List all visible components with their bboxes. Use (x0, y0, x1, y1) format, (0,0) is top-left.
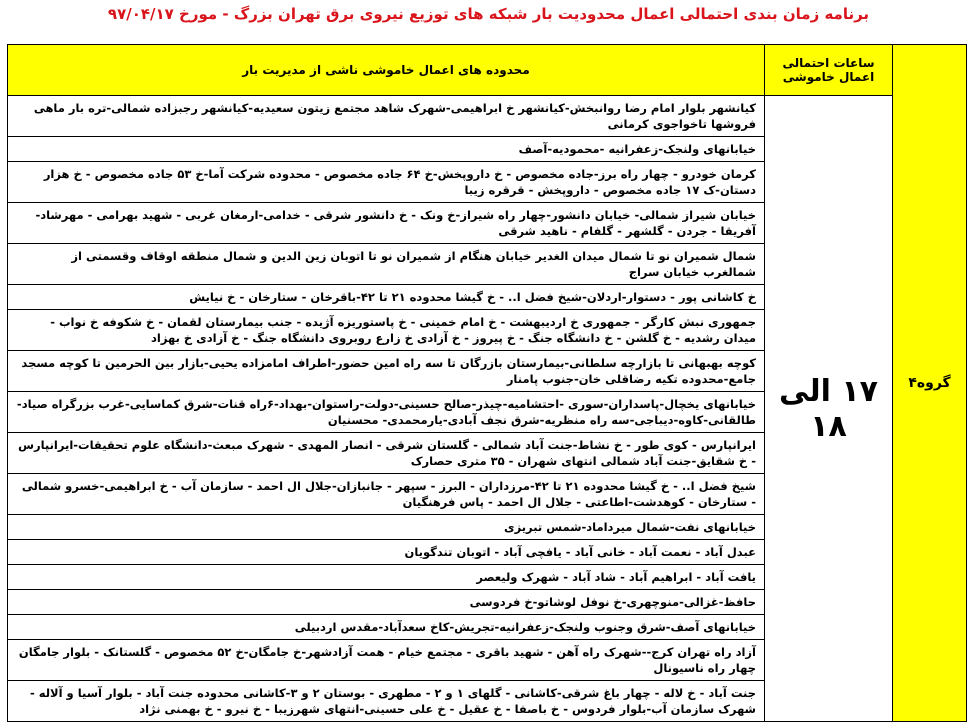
area-cell: خیابانهای نفت-شمال میرداماد-شمس تبریزی (8, 515, 765, 540)
area-cell: جنت آباد - خ لاله - چهار باغ شرقی-کاشانی - گلهای ۱ و ۲ - مطهری - بوستان ۲ و ۳-کاشانی محدوده جنت آباد - بلوار آسیا و آلاله - شهرک سازمان آب-بلوار فردوس - خ باصفا - خ عقیل - خ علی حسینی-انتهای شهرزیبا - خ نیرو - خ بهمنی نژاد (8, 681, 765, 722)
area-cell: خیابانهای یخچال-پاسداران-سوری -احتشامیه-چیذر-صالح حسینی-دولت-راستوان-بهداد-۶راه قنات-شرق کماسایی-غرب بزرگراه صیاد-طالقانی-کاوه-دیباجی-سه راه منظریه-شرق نجف آبادی-یارمحمدی- محسنیان (8, 392, 765, 433)
time-header: ساعات احتمالی اعمال خاموشی (765, 45, 893, 96)
header-row (8, 45, 967, 96)
area-header: محدوده های اعمال خاموشی ناشی از مدیریت بار (8, 45, 765, 96)
area-cell: حافظ-غزالی-منوچهری-خ نوفل لوشاتو-خ فردوسی (8, 590, 765, 615)
area-cell: کوچه بهبهانی تا بازارچه سلطانی-بیمارستان بازرگان تا سه راه امین حضور-اطراف امامزاده یحیی-بازار بین الحرمین تا کوچه مسجد جامع-محدوده تکیه رضاقلی خان-جنوب پامنار (8, 351, 765, 392)
table-row (8, 96, 967, 137)
area-cell: آزاد راه تهران کرج--شهرک راه آهن - شهید باقری - مجتمع خیام - همت آزادشهر-خ جامگان-خ ۵۲ مخصوص - گلستانک - بلوار جامگان چهار راه ناسیونال (8, 640, 765, 681)
area-cell: ایرانپارس - کوی طور - خ نشاط-جنت آباد شمالی - گلستان شرقی - انصار المهدی - شهرک مبعث-دانشگاه علوم تحقیقات-ایرانپارس - خ شقایق-جنت آباد شمالی انتهای شهران - ۳۵ متری حصارک (8, 433, 765, 474)
group-cell: گروه۴ (893, 45, 967, 722)
area-cell: شمال شمیران نو تا شمال میدان الغدیر خیابان هنگام از شمیران نو تا اتوبان زین الدین و شمال منطقه اوقاف وقسمتی از شمالغرب خیابان سراج (8, 244, 765, 285)
area-cell: خ کاشانی پور - دستوار-اردلان-شیخ فضل ا.. - خ گیشا محدوده ۲۱ تا ۴۲-باقرخان - ستارخان - خ نیایش (8, 285, 765, 310)
area-cell: کیانشهر بلوار امام رضا روانبخش-کیانشهر خ ابراهیمی-شهرک شاهد مجتمع زیتون سعیدیه-کیانشهر رجبزاده شمالی-تره بار ماهی فروشها تاخواجوی کرمانی (8, 96, 765, 137)
area-cell: عبدل آباد - نعمت آباد - خانی آباد - یافچی آباد - اتوبان تندگویان (8, 540, 765, 565)
area-cell: شیخ فضل ا.. - خ گیشا محدوده ۲۱ تا ۴۲-مرزداران - البرز - سپهر - جانبازان-جلال ال احمد - سازمان آب - خ ابراهیمی-خسرو شمالی - ستارخان - کوهدشت-اطاعتی - جلال ال احمد - پاس فرهنگیان (8, 474, 765, 515)
area-cell: خیابان شیراز شمالی- خیابان دانشور-چهار راه شیراز-خ ونک - خ دانشور شرقی - خدامی-ارمغان غربی - شهید بهرامی - مهرشاد-آفریقا - جردن - گلشهر - گلفام - ناهید شرقی (8, 203, 765, 244)
area-cell: یافت آباد - ابراهیم آباد - شاد آباد - شهرک ولیعصر (8, 565, 765, 590)
page-title: برنامه زمان بندی احتمالی اعمال محدودیت بار شبکه های توزیع نیروی برق تهران بزرگ - مورخ ۹۷/۰۴/۱۷ (107, 5, 870, 23)
area-cell: جمهوری نبش کارگر - جمهوری خ اردیبهشت - خ امام خمینی - خ پاستوریزه آژیده - جنب بیمارستان لقمان - خ شکوفه خ نواب - میدان رشدیه - خ گلشن - خ دانشگاه جنگ - خ پیروز - خ آزادی خ زارع روبروی دانشگاه جنگ - خ آزادی خ بهزاد (8, 310, 765, 351)
area-cell: خیابانهای ولنجک-زعفرانیه -محمودیه-آصف (8, 137, 765, 162)
area-cell: کرمان خودرو - چهار راه برز-جاده مخصوص - خ داروپخش-خ ۶۴ جاده مخصوص - محدوده شرکت آما-خ ۵۳ جاده مخصوص - خ هزار دستان-ک ۱۷ جاده مخصوص - داروپخش - قرقره زیبا (8, 162, 765, 203)
schedule-table (7, 44, 967, 722)
time-range-cell: ۱۷ الی ۱۸ (765, 96, 893, 722)
area-cell: خیابانهای آصف-شرق وجنوب ولنجک-زعفرانیه-تجریش-کاخ سعدآباد-مقدس اردبیلی (8, 615, 765, 640)
